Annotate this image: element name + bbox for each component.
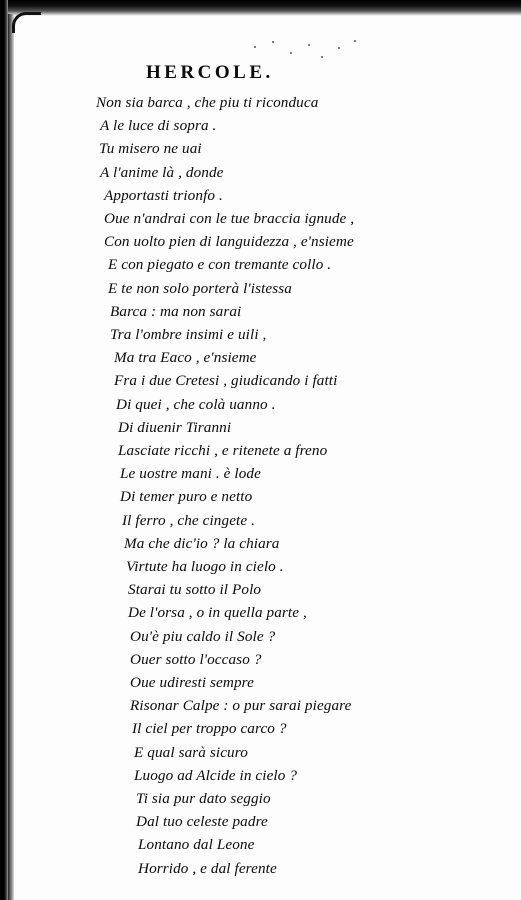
verse-line: Apportasti trionfo . <box>104 186 223 204</box>
verse-line: Starai tu sotto il Polo <box>128 581 262 599</box>
verse-line: Horrido , e dal ferente <box>138 859 277 877</box>
verse-line: E qual sarà sicuro <box>134 743 248 761</box>
verse-line: Virtute ha luogo in cielo . <box>126 558 284 575</box>
verse-line: Fra i due Cretesi , giudicando i fatti <box>114 372 338 390</box>
verse-line: A l'anime là , donde <box>100 163 224 181</box>
running-head: HERCOLE. <box>146 62 274 83</box>
verse-line: A le luce di sopra . <box>100 117 217 135</box>
verse-line: Tra l'ombre insimi e uili , <box>110 326 267 343</box>
verse-line: Il ciel per troppo carco ? <box>132 720 287 738</box>
verse-line: Con uolto pien di languidezza , e'nsieme <box>104 233 354 251</box>
verse-line: Tu misero ne uai <box>99 140 202 158</box>
verse-line: Ma tra Eaco , e'nsieme <box>114 349 257 367</box>
verse-line: Le uostre mani . è lode <box>120 465 261 483</box>
verse-line: Non sia barca , che piu ti riconduca <box>96 94 319 111</box>
verse-line: Il ferro , che cingete . <box>122 511 255 529</box>
verse-line: Lontano dal Leone <box>138 836 255 854</box>
verse-line: Luogo ad Alcide in cielo ? <box>134 766 298 784</box>
book-binding-edge <box>0 0 8 900</box>
verse-line: Ti sia pur dato seggio <box>136 790 271 807</box>
verse-line: Oue udiresti sempre <box>130 674 254 691</box>
verse-line: Di quei , che colà uanno . <box>116 395 276 413</box>
verse-line: Di temer puro e netto <box>120 488 253 506</box>
verse-line: Ouer sotto l'occaso ? <box>130 650 262 668</box>
verse-line: Di diuenir Tiranni <box>118 418 232 436</box>
page-corner-curl <box>12 12 41 33</box>
verse-line: Barca : ma non sarai <box>110 302 242 320</box>
page-fore-edge <box>8 14 14 900</box>
verse-line: Ma che dic'io ? la chiara <box>124 534 280 552</box>
page-top-edge-shadow <box>0 0 521 16</box>
verse-line: Ou'è piu caldo il Sole ? <box>130 627 276 645</box>
verse-line: Risonar Calpe : o pur sarai piegare <box>130 697 352 715</box>
verse-line: Lasciate ricchi , e ritenete a freno <box>118 442 328 459</box>
verse-line: E con piegato e con tremante collo . <box>108 256 332 274</box>
verse-line: Dal tuo celeste padre <box>136 813 268 831</box>
verse-line: E te non solo porterà l'istessa <box>108 279 292 297</box>
verse-line: Oue n'andrai con le tue braccia ignude , <box>104 210 355 227</box>
verse-line: De l'orsa , o in quella parte , <box>128 604 307 622</box>
